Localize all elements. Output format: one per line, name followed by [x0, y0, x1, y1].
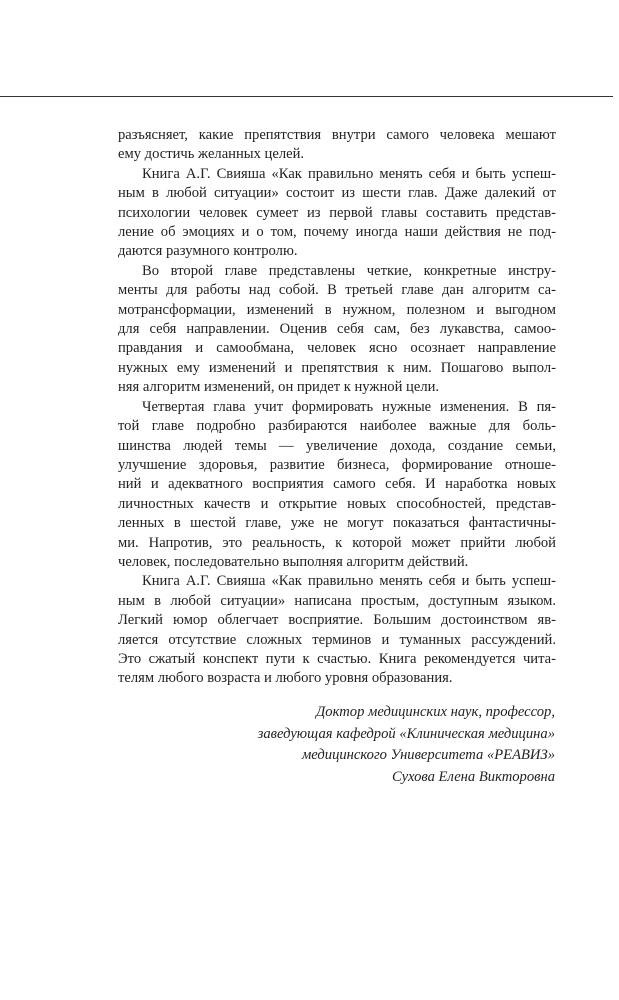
text-line: Во второй главе представлены четкие, конкретные инстру-: [142, 262, 556, 279]
text-line: даются разумного контролю.: [118, 243, 298, 260]
text-line: шинства людей темы — увеличение дохода, создание семьи,: [118, 437, 556, 454]
reviewer-university: медицинского Университета «РЕАВИЗ»: [301, 747, 555, 763]
text-line: ми. Напротив, это реальность, к которой может прийти любой: [118, 534, 556, 551]
text-line: ным в любой ситуации» состоит из шести глав. Даже далекий от: [118, 185, 556, 202]
paragraph-4: [118, 398, 556, 573]
reviewer-degree: Доктор медицинских наук, профессор,: [316, 704, 555, 720]
text-line: той главе подробно разбираются наиболее важные для боль-: [118, 418, 556, 435]
header-rule: [0, 96, 613, 97]
text-line: ляется отсутствие сложных терминов и туманных рассуждений.: [118, 631, 556, 648]
text-line: мотрансформации, изменений в нужном, полезном и выгодном: [118, 301, 556, 318]
text-line: разъясняет, какие препятствия внутри самого человека мешают: [118, 127, 556, 143]
text-line: ний и адекватного восприятия самого себя. И наработка новых: [118, 476, 556, 493]
text-line: ным в любой ситуации» написана простым, доступным языком.: [118, 592, 556, 609]
text-line: ленных в шестой главе, уже не могут показаться фантастичны-: [118, 515, 556, 532]
text-line: психологии человек сумеет из первой главы составить представ-: [118, 204, 556, 221]
text-line: Книга А.Г. Свияша «Как правильно менять себя и быть успеш-: [142, 573, 556, 590]
review-text: [118, 126, 556, 689]
text-line: личностных качеств и открытие новых способностей, представ-: [118, 495, 556, 512]
text-line: правдания и самообмана, человек ясно осознает направление: [118, 340, 556, 357]
text-line: Легкий юмор облегчает восприятие. Большим достоинством яв-: [118, 612, 556, 629]
text-line: ему достичь желанных целей.: [118, 146, 305, 163]
reviewer-name: Сухова Елена Викторовна: [391, 768, 555, 785]
text-line: телям любого возраста и любого уровня образования.: [118, 670, 453, 687]
text-line: улучшение здоровья, развитие бизнеса, формирование отноше-: [118, 456, 556, 473]
text-line: нужных ему изменений и препятствия к ним. Пошагово выпол-: [118, 359, 556, 376]
paragraph-2: [118, 165, 556, 262]
text-line: менты для работы над собой. В третьей главе дан алгоритм са-: [118, 282, 556, 299]
text-line: Это сжатый конспект пути к счастью. Книга рекомендуется чита-: [118, 650, 556, 667]
text-line: няя алгоритм изменений, он придет к нужной цели.: [118, 379, 440, 396]
text-line: человек, последовательно выполняя алгоритм действий.: [118, 553, 469, 570]
text-line: Книга А.Г. Свияша «Как правильно менять себя и быть успеш-: [142, 165, 556, 182]
text-line: Четвертая глава учит формировать нужные изменения. В пя-: [142, 398, 556, 415]
text-line: для себя направлении. Оценив себя сам, без лукавства, самоо-: [118, 321, 556, 338]
paragraph-1: [118, 126, 556, 165]
text-line: ление об эмоциях и о том, почему иногда наши действия не под-: [118, 224, 556, 241]
reviewer-signature: [258, 702, 555, 788]
reviewer-position: заведующая кафедрой «Клиническая медицина»: [257, 725, 555, 742]
paragraph-3: [118, 262, 556, 398]
paragraph-5: [118, 572, 556, 688]
